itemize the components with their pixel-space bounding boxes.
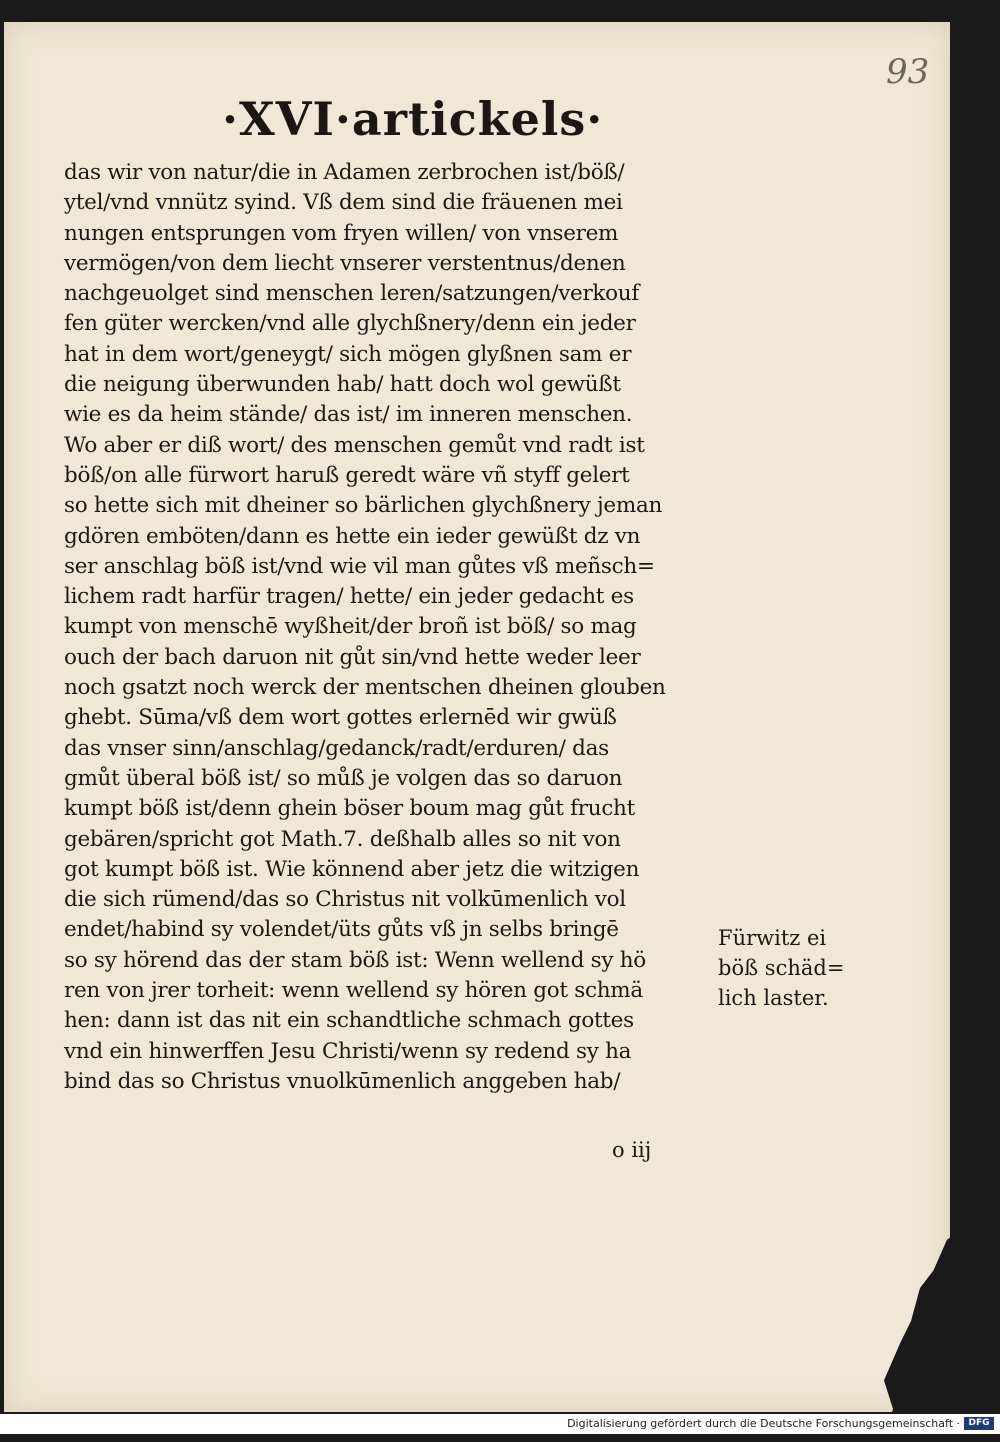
text-line: böß/on alle fürwort haruß geredt wäre vñ styff gelert [64,462,630,488]
text-line: gdören emböten/dann es hette ein ieder gewüßt dz vn [64,523,641,549]
text-line: ghebt. Sūma/vß dem wort gottes erlernēd wir gwüß [64,705,617,731]
text-line: hat in dem wort/geneygt/ sich mögen glyßnen sam er [64,341,632,367]
funding-notice: Digitalisierung gefördert durch die Deutsche Forschungsgemeinschaft · [567,1417,960,1430]
text-line: nachgeuolget sind menschen leren/satzungen/verkouf [64,281,640,307]
marginal-note [718,923,848,1013]
text-line: das wir von natur/die in Adamen zerbrochen ist/böß/ [64,160,625,185]
text-line: Wo aber er diß wort/ des menschen gemůt vnd radt ist [64,432,645,458]
signature-mark: o iij [612,1138,652,1162]
text-line: kumpt böß ist/denn ghein böser boum mag gůt frucht [64,796,635,822]
marginal-note-line: böß schäd= [718,956,845,980]
text-line: nungen entsprungen vom fryen willen/ von vnserem [64,220,619,246]
text-line: wie es da heim stände/ das ist/ im inneren menschen. [64,402,633,428]
text-line: noch gsatzt noch werck der mentschen dheinen glouben [64,675,666,701]
text-line: das vnser sinn/anschlag/gedanck/radt/erduren/ das [64,735,609,761]
text-line: gmůt überal böß ist/ so můß je volgen das so daruon [64,765,623,791]
text-line: ouch der bach daruon nit gůt sin/vnd hette weder leer [64,644,641,670]
text-line: bind das so Christus vnuolkūmenlich anggeben hab/ [64,1068,621,1094]
text-line: lichem radt harfür tragen/ hette/ ein jeder gedacht es [64,584,634,610]
body-text [64,158,724,1097]
page-heading: ·XVI·artickels· [222,92,604,146]
text-line: vnd ein hinwerffen Jesu Christi/wenn sy redend sy ha [64,1038,632,1064]
text-line: hen: dann ist das nit ein schandtliche schmach gottes [64,1008,634,1034]
text-line: so hette sich mit dheiner so bärlichen glychßnery jeman [64,493,663,519]
footer-bar [0,1414,1000,1434]
text-line: got kumpt böß ist. Wie könnend aber jetz die witzigen [64,856,640,882]
text-line: ytel/vnd vnnütz syind. Vß dem sind die fräuenen mei [64,190,623,216]
text-line: vermögen/von dem liecht vnserer verstentnus/denen [64,250,626,276]
text-line: die neigung überwunden hab/ hatt doch wol gewüßt [64,372,621,398]
text-line: so sy hörend das der stam böß ist: Wenn wellend sy hö [64,947,646,973]
text-line: gebären/spricht got Math.7. deßhalb alles so nit von [64,826,621,852]
dfg-logo: DFG [964,1417,994,1430]
text-line: ser anschlag böß ist/vnd wie vil man gůtes vß meñsch= [64,553,655,579]
text-line: die sich rümend/das so Christus nit volkūmenlich vol [64,887,626,913]
text-line: fen güter wercken/vnd alle glychßnery/denn ein jeder [64,311,636,337]
text-line: endet/habind sy volendet/üts gůts vß jn selbs bringē [64,917,619,943]
text-line: kumpt von menschē wyßheit/der broñ ist böß/ so mag [64,614,637,640]
marginal-note-line: Fürwitz ei [718,926,827,950]
text-line: ren von jrer torheit: wenn wellend sy hören got schmä [64,978,643,1004]
marginal-note-line: lich laster. [718,986,829,1010]
leaf-number: 93 [886,52,930,92]
torn-corner [884,1222,974,1442]
